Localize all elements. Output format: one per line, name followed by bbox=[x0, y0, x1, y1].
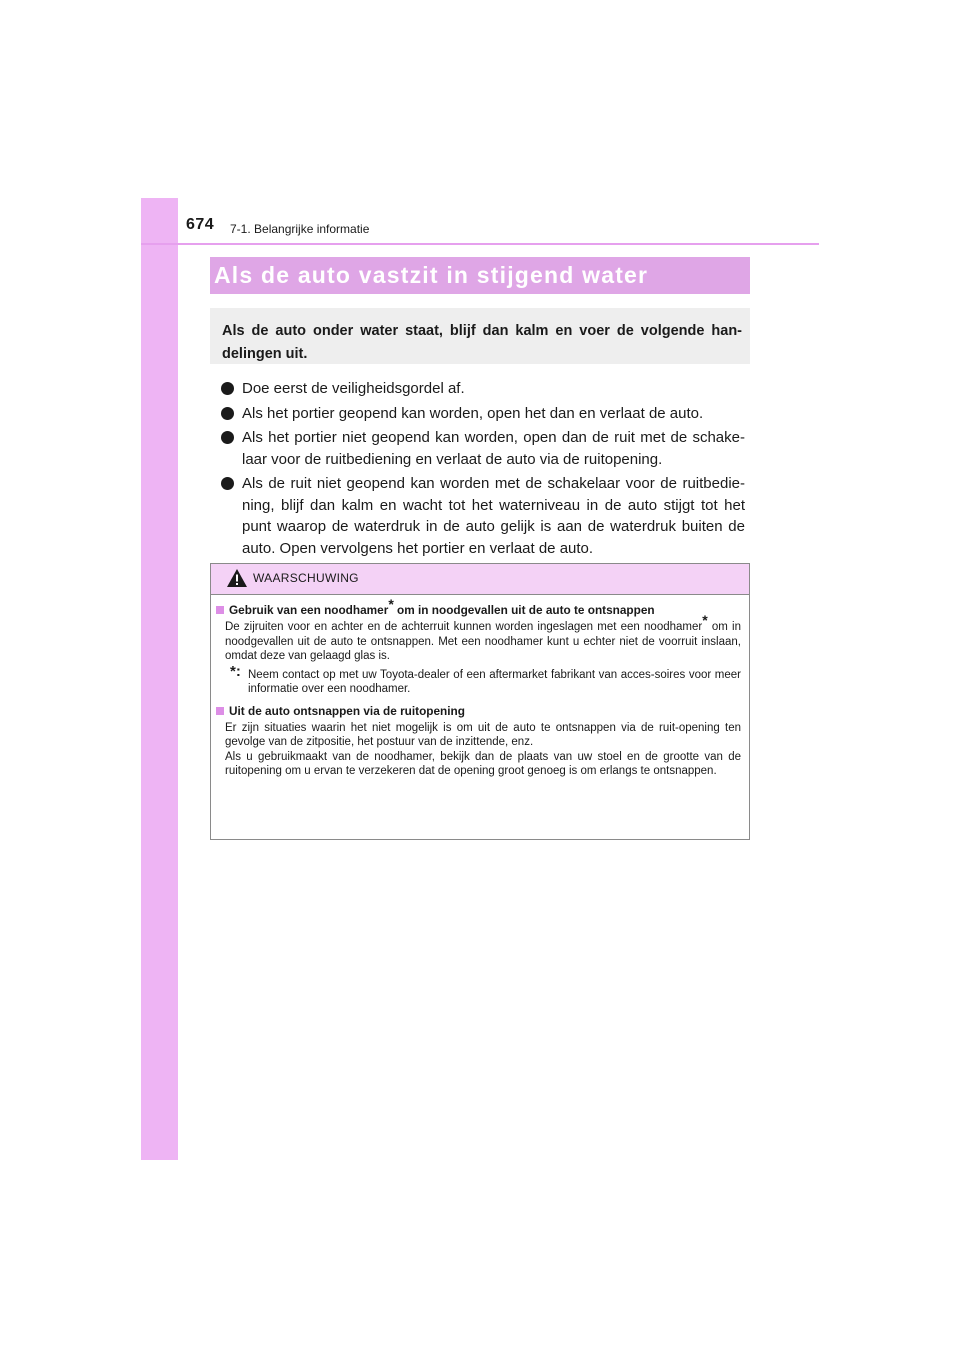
warning-body bbox=[216, 596, 741, 779]
warning-paragraph: Als u gebruikmaakt van de noodhamer, bekijk dan de plaats van uw stoel en de grootte van de ruitopening om u ervan te verzekeren dat de opening groot genoeg is om erlangs te ontsnappen. bbox=[225, 750, 741, 777]
footnote-text: Neem contact op met uw Toyota-dealer of een aftermarket fabrikant van acces-soires voor meer informatie over een noodhamer. bbox=[248, 668, 741, 695]
footnote-marker: *: bbox=[230, 662, 241, 680]
heading-text: Uit de auto ontsnappen via de ruitopening bbox=[229, 703, 465, 718]
section-label: 7-1. Belangrijke informatie bbox=[230, 222, 370, 236]
warning-section-heading bbox=[216, 703, 741, 719]
list-item bbox=[221, 378, 745, 400]
heading-text: Gebruik van een noodhamer bbox=[229, 603, 389, 617]
footnote-star: * bbox=[702, 612, 708, 629]
warning-header bbox=[211, 564, 749, 595]
warning-paragraph: Er zijn situaties waarin het niet mogelijk is om uit de auto te ontsnappen via de ruit-opening ten gevolge van de zitpositie, het postuur van de inzittende, enz. bbox=[225, 721, 741, 748]
instruction-list bbox=[221, 378, 745, 562]
chapter-side-tab bbox=[141, 198, 178, 1160]
intro-box bbox=[210, 308, 750, 364]
page-number: 674 bbox=[186, 216, 215, 233]
list-item bbox=[221, 473, 745, 559]
list-item-text: Als het portier niet geopend kan worden, open dan de ruit met de schake-laar voor de ruitbediening en verlaat de auto via de ruitopening. bbox=[242, 429, 745, 468]
warning-section-heading bbox=[216, 596, 741, 618]
list-item-text: Als het portier geopend kan worden, open het dan en verlaat de auto. bbox=[242, 404, 704, 422]
list-item-text: Als de ruit niet geopend kan worden met de schakelaar voor de ruitbedie-ning, blijf dan kalm en wacht tot het waterniveau in de auto stijgt tot het punt waarop de waterdruk in de auto gelijk is aan de waterdruk buiten de auto. Open vervolgens het portier en verlaat de auto. bbox=[242, 475, 745, 557]
title-bar bbox=[210, 257, 750, 294]
list-item-text: Doe eerst de veiligheidsgordel af. bbox=[242, 380, 465, 397]
heading-text: om in noodgevallen uit de auto te ontsnappen bbox=[393, 603, 655, 617]
bullet-icon bbox=[221, 431, 234, 444]
warning-box bbox=[210, 563, 750, 840]
warning-triangle-icon bbox=[226, 568, 248, 588]
warning-paragraph bbox=[225, 612, 741, 664]
square-marker-icon bbox=[216, 707, 224, 715]
bullet-icon bbox=[221, 477, 234, 490]
warning-label: WAARSCHUWING bbox=[253, 571, 359, 585]
list-item bbox=[221, 403, 745, 425]
square-marker-icon bbox=[216, 606, 224, 614]
paragraph-text: om in noodgevallen uit de auto te ontsnappen. Met een noodhamer kunt u echter niet de voorruit inslaan, omdat deze van gelaagd glas is. bbox=[225, 621, 741, 662]
bullet-icon bbox=[221, 382, 234, 395]
page-title: Als de auto vastzit in stijgend water bbox=[214, 262, 649, 288]
header-divider bbox=[141, 243, 819, 245]
list-item bbox=[221, 427, 745, 470]
paragraph-text: De zijruiten voor en achter en de achterruit kunnen worden ingeslagen met een noodhamer bbox=[225, 621, 703, 633]
footnote bbox=[230, 662, 741, 697]
footnote-star: * bbox=[388, 596, 394, 613]
bullet-icon bbox=[221, 407, 234, 420]
intro-text: Als de auto onder water staat, blijf dan kalm en voer de volgende han-delingen uit. bbox=[222, 323, 742, 362]
